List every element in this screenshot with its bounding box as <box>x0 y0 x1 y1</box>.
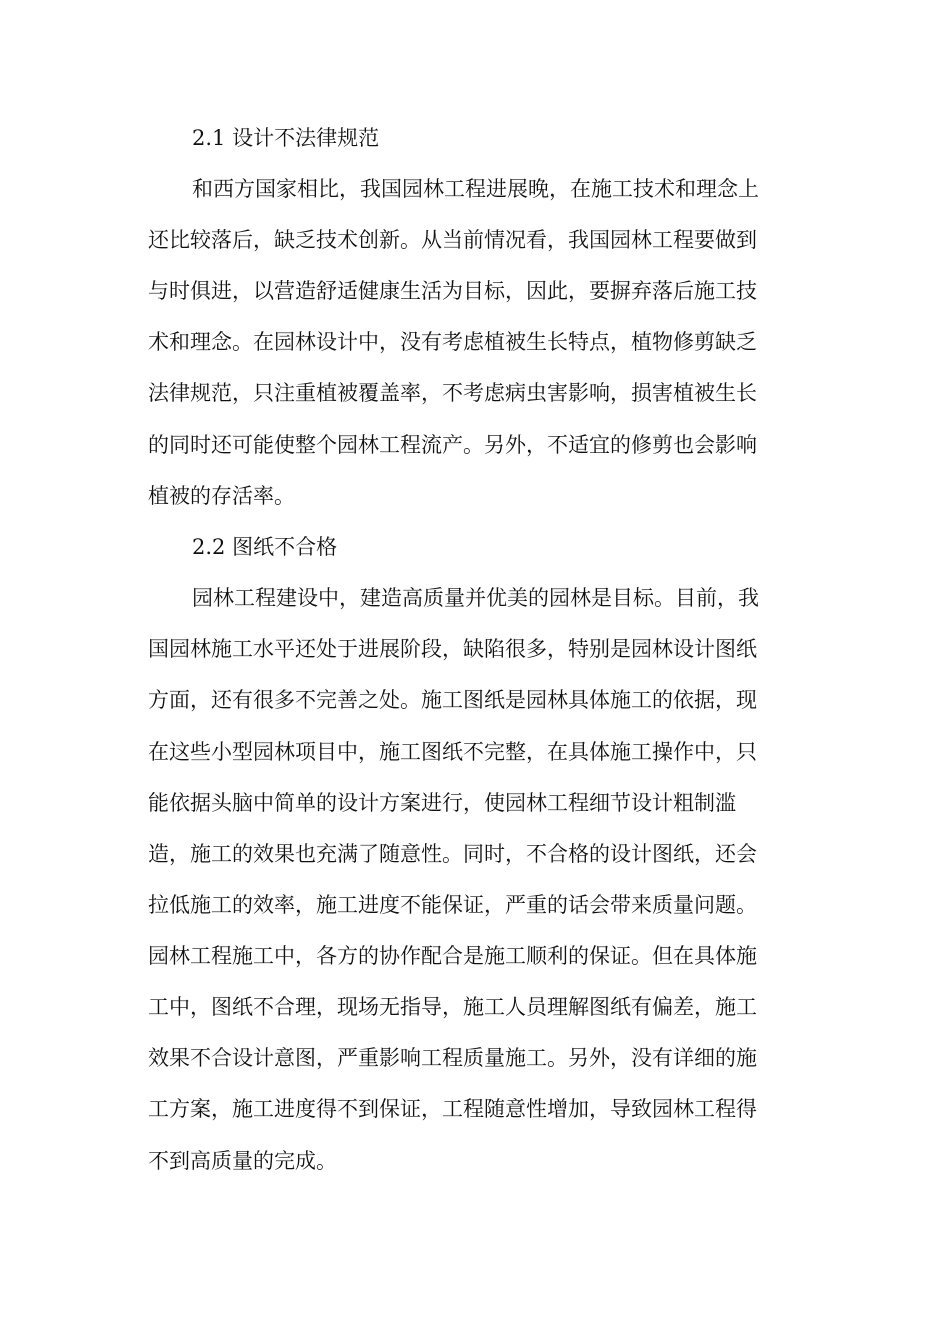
paragraph-line: 园林工程建设中，建造高质量并优美的园林是目标。目前，我 <box>192 586 759 610</box>
paragraph-line: 与时俱进，以营造舒适健康生活为目标，因此，要摒弃落后施工技 <box>148 279 757 303</box>
paragraph-line: 方面，还有很多不完善之处。施工图纸是园林具体施工的依据，现 <box>148 688 757 712</box>
paragraph-line: 和西方国家相比，我国园林工程进展晚，在施工技术和理念上 <box>192 177 759 201</box>
paragraph-line: 园林工程施工中，各方的协作配合是施工顺利的保证。但在具体施 <box>148 944 757 968</box>
section-heading-2-1: 2.1 设计不法律规范 <box>192 126 380 150</box>
paragraph-line: 的同时还可能使整个园林工程流产。另外，不适宜的修剪也会影响 <box>148 433 757 457</box>
paragraph-line: 造，施工的效果也充满了随意性。同时，不合格的设计图纸，还会 <box>148 842 757 866</box>
paragraph-line: 不到高质量的完成。 <box>148 1149 337 1173</box>
paragraph-line: 植被的存活率。 <box>148 484 295 508</box>
paragraph-line: 在这些小型园林项目中，施工图纸不完整，在具体施工操作中，只 <box>148 740 757 764</box>
paragraph-line: 拉低施工的效率，施工进度不能保证，严重的话会带来质量问题。 <box>148 893 757 917</box>
paragraph-line: 能依据头脑中简单的设计方案进行，使园林工程细节设计粗制滥 <box>148 791 736 815</box>
paragraph-line: 法律规范，只注重植被覆盖率，不考虑病虫害影响，损害植被生长 <box>148 381 757 405</box>
paragraph-line: 国园林施工水平还处于进展阶段，缺陷很多，特别是园林设计图纸 <box>148 637 757 661</box>
section-heading-2-2: 2.2 图纸不合格 <box>192 535 338 559</box>
paragraph-line: 术和理念。在园林设计中，没有考虑植被生长特点，植物修剪缺乏 <box>148 330 757 354</box>
paragraph-line: 效果不合设计意图，严重影响工程质量施工。另外，没有详细的施 <box>148 1046 757 1070</box>
paragraph-line: 还比较落后，缺乏技术创新。从当前情况看，我国园林工程要做到 <box>148 228 757 252</box>
paragraph-line: 工方案，施工进度得不到保证，工程随意性增加，导致园林工程得 <box>148 1097 757 1121</box>
paragraph-line: 工中，图纸不合理，现场无指导，施工人员理解图纸有偏差，施工 <box>148 995 757 1019</box>
